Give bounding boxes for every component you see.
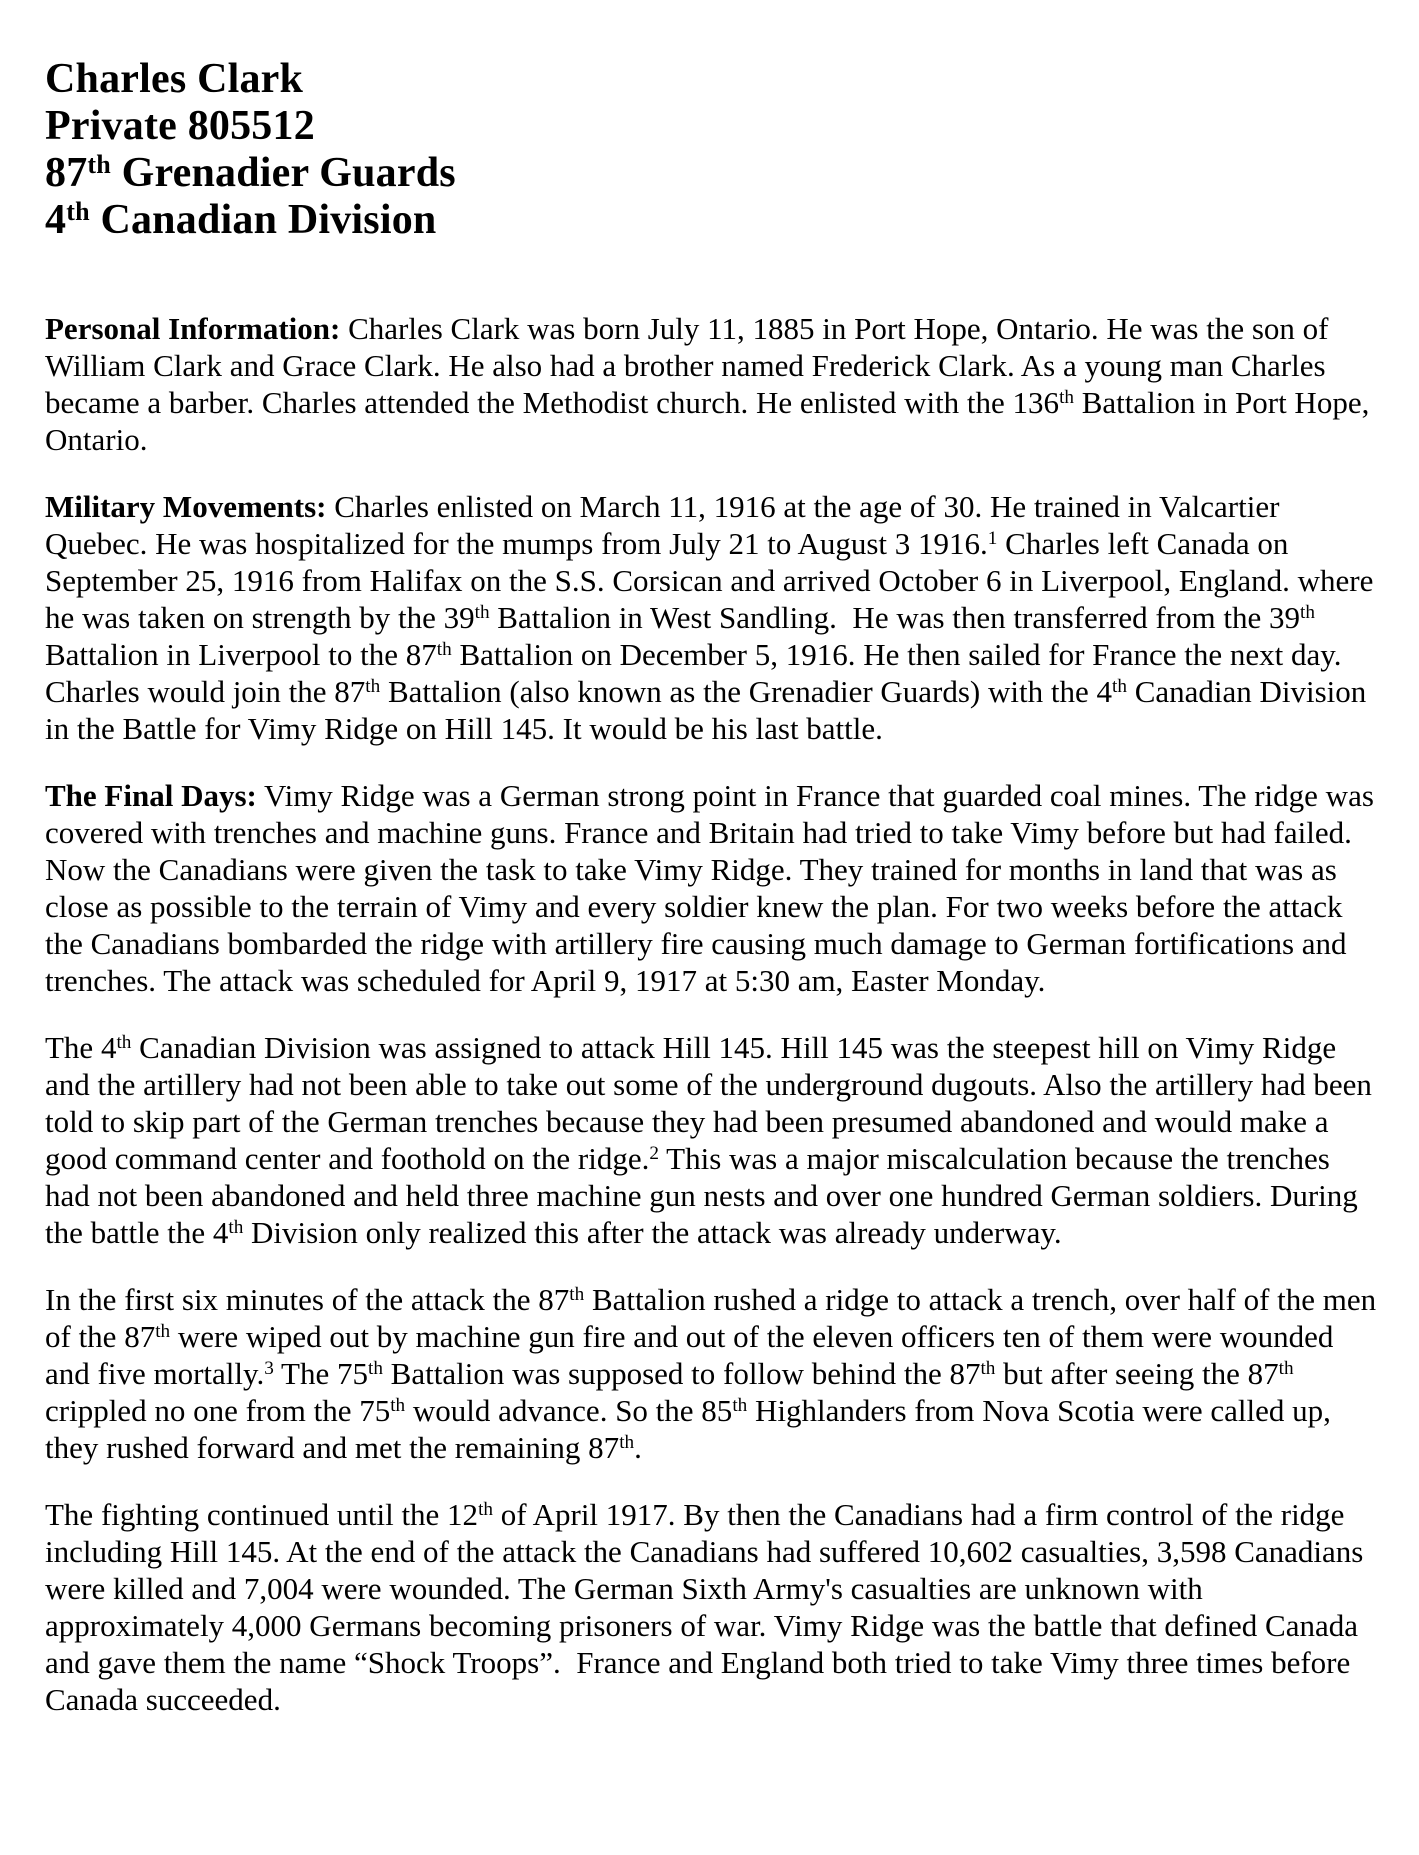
paragraph-final-days [45,777,1381,999]
paragraph-military-movements [45,488,1381,747]
text-run: would advance. So the 85 [405,1393,733,1428]
text-run: Battalion in West Sandling. He was then transferred from the 39 [489,600,1301,635]
text-run: Battalion (also known as the Grenadier Guards) with the 4 [380,674,1112,709]
text-run: Highlanders from Nova Scotia were called up, they rushed forward and met the remaining 87 [45,1393,1339,1465]
superscript-text-run: th [228,1217,244,1239]
text-run: The 4 [45,1030,117,1065]
text-run: Division only realized this after the attack was already underway. [243,1215,1062,1250]
paragraph-personal-information [45,310,1381,458]
title-line-division [45,197,1381,244]
text-run: Battalion in Port Hope, Ontario. [45,385,1378,457]
superscript-text-run: th [87,149,111,179]
document-title-block [45,56,1381,244]
text-run: Charles left Canada on September 25, 1916 from Halifax on the S.S. Corsican and arrived October 6 in Liverpool, England. where he was taken on strength by the 39 [45,526,1382,635]
superscript-text-run: 3 [264,1358,274,1380]
text-run: crippled no one from the 75 [45,1356,1302,1428]
text-run: Grenadier Guards [110,150,456,196]
superscript-text-run: th [478,1499,493,1521]
text-run: Battalion rushed a ridge to attack a trench, over half of the men of the 87 [45,1282,1384,1354]
text-run: Personal Information: [45,311,341,346]
paragraph-first-six-minutes [45,1281,1384,1466]
text-run: Battalion on December 5, 1916. He then sailed for France the next day. Charles would join the 87 [45,637,1350,709]
text-run: This was a major miscalculation because the trenches had not been abandoned and held three machine gun nests and over one hundred German soldiers. During the battle the 4 [45,1141,1366,1250]
text-run: Battalion in Liverpool to the 87 [45,600,1323,672]
text-run: The Final Days: [45,778,257,813]
superscript-text-run: th [980,1358,996,1380]
text-run: Military Movements: [45,489,327,524]
text-run: 87 [45,150,88,196]
text-run: Battalion was supposed to follow behind the 87 [382,1356,981,1391]
superscript-text-run: th [569,1284,585,1306]
superscript-text-run: th [367,1358,383,1380]
paragraph-fighting-continued [45,1496,1381,1718]
superscript-text-run: th [1300,602,1315,624]
superscript-text-run: th [619,1432,635,1454]
superscript-text-run: th [1112,676,1127,698]
superscript-text-run: th [66,196,90,226]
text-run: Private 805512 [45,103,315,149]
text-run: The fighting continued until the 12 [45,1497,479,1532]
text-run: of April 1917. By then the Canadians had a firm control of the ridge including Hill 145. At the end of the attack the Canadians had suffered 10,602 casualties, 3,598 Canadians were killed and 7,004 were wounded. The German Sixth Army's casualties are unknown with approximately 4,000 Germans becoming prisoners of war. Vimy Ridge was the battle that defined Canada and gave them the name “Shock Troops”. France and England both tried to take Vimy three times before Canada succeeded. [45,1497,1372,1717]
title-line-name [45,56,1381,103]
text-run: but after seeing the 87 [995,1356,1279,1391]
text-run: Charles enlisted on March 11, 1916 at the age of 30. He trained in Valcartier Quebec. He was hospitalized for the mumps from July 21 to August 3 1916. [45,489,1288,561]
superscript-text-run: th [732,1395,748,1417]
text-run: Charles Clark was born July 11, 1885 in Port Hope, Ontario. He was the son of William Clark and Grace Clark. He also had a brother named Frederick Clark. As a young man Charles became a barber. Charles attended the Methodist church. He enlisted with the 136 [45,311,1336,420]
text-run: Canadian Division was assigned to attack Hill 145. Hill 145 was the steepest hill on Vimy Ridge and the artillery had not been able to take out some of the underground dugouts. Also the artillery had been told to skip part of the German trenches because they had been presumed abandoned and would make a good command center and foothold on the ridge. [45,1030,1380,1176]
superscript-text-run: th [1059,387,1074,409]
paragraph-hill-145 [45,1029,1381,1251]
superscript-text-run: 1 [987,528,998,550]
text-run: In the first six minutes of the attack the 87 [45,1282,570,1317]
superscript-text-run: th [1278,1358,1294,1380]
title-line-regiment [45,150,1381,197]
text-run: . [634,1430,642,1465]
superscript-text-run: th [390,1395,406,1417]
text-run: 4 [45,197,67,243]
title-line-rank-number [45,103,1381,150]
text-run: Canadian Division in the Battle for Vimy Ridge on Hill 145. It would be his last battle. [45,674,1375,746]
text-run: Vimy Ridge was a German strong point in France that guarded coal mines. The ridge was covered with trenches and machine guns. France and Britain had tried to take Vimy before but had failed. Now the Canadians were given the task to take Vimy Ridge. They trained for months in land that was as close as possible to the terrain of Vimy and every soldier knew the plan. For two weeks before the attack the Canadians bombarded the ridge with artillery fire causing much damage to German fortifications and trenches. The attack was scheduled for April 9, 1917 at 5:30 am, Easter Monday. [45,778,1382,998]
superscript-text-run: th [155,1321,171,1343]
superscript-text-run: th [365,676,381,698]
superscript-text-run: th [436,639,452,661]
superscript-text-run: 2 [649,1143,659,1165]
text-run: The 75 [273,1356,368,1391]
text-run: Charles Clark [45,56,304,102]
text-run: Canadian Division [89,197,437,243]
superscript-text-run: th [116,1032,132,1054]
superscript-text-run: th [474,602,490,624]
text-run: were wiped out by machine gun fire and out of the eleven officers ten of them were wounded and five mortally. [45,1319,1342,1391]
